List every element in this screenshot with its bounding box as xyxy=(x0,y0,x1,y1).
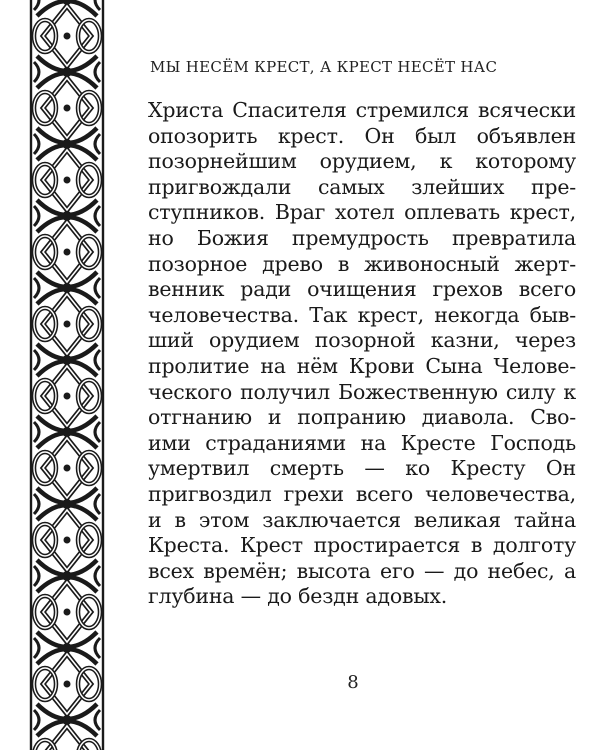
text-line: Креста. Крест простирается в долготу xyxy=(148,533,576,558)
text-line: позорнейшим орудием, к которому xyxy=(148,149,576,174)
text-line: всех времён; высота его — до небес, а xyxy=(148,558,576,583)
text-line: ший орудием позорной казни, через xyxy=(148,328,576,353)
text-line: и в этом заключается великая тайна xyxy=(148,507,576,532)
text-line: умертвил смерть — ко Кресту Он xyxy=(148,456,576,481)
text-line: пригвоздил грехи всего человечества, xyxy=(148,481,576,506)
text-line: венник ради очищения грехов всего xyxy=(148,277,576,302)
body-text xyxy=(148,98,576,610)
text-line: человечества. Так крест, некогда быв- xyxy=(148,302,576,327)
text-line: отгнанию и попранию диавола. Сво- xyxy=(148,405,576,430)
celtic-knot-border-icon xyxy=(28,0,106,750)
text-line: опозорить крест. Он был объявлен xyxy=(148,123,576,148)
text-line: пригвождали самых злейших пре- xyxy=(148,174,576,199)
text-line: Христа Спасителя стремился всячески xyxy=(148,98,576,122)
page-number: 8 xyxy=(347,672,359,693)
text-line: глубина — до бездн адовых. xyxy=(148,584,448,609)
text-line: но Божия премудрость превратила xyxy=(148,225,576,250)
text-line: позорное древо в живоносный жерт- xyxy=(148,251,576,276)
text-line: ими страданиями на Кресте Господь xyxy=(148,430,576,455)
text-line: ческого получил Божественную силу к xyxy=(148,379,576,404)
text-line: ступников. Враг хотел оплевать крест, xyxy=(148,200,576,225)
text-line: пролитие на нём Крови Сына Челове- xyxy=(148,353,576,378)
running-head: МЫ НЕСЁМ КРЕСТ, А КРЕСТ НЕСЁТ НАС xyxy=(150,58,498,76)
